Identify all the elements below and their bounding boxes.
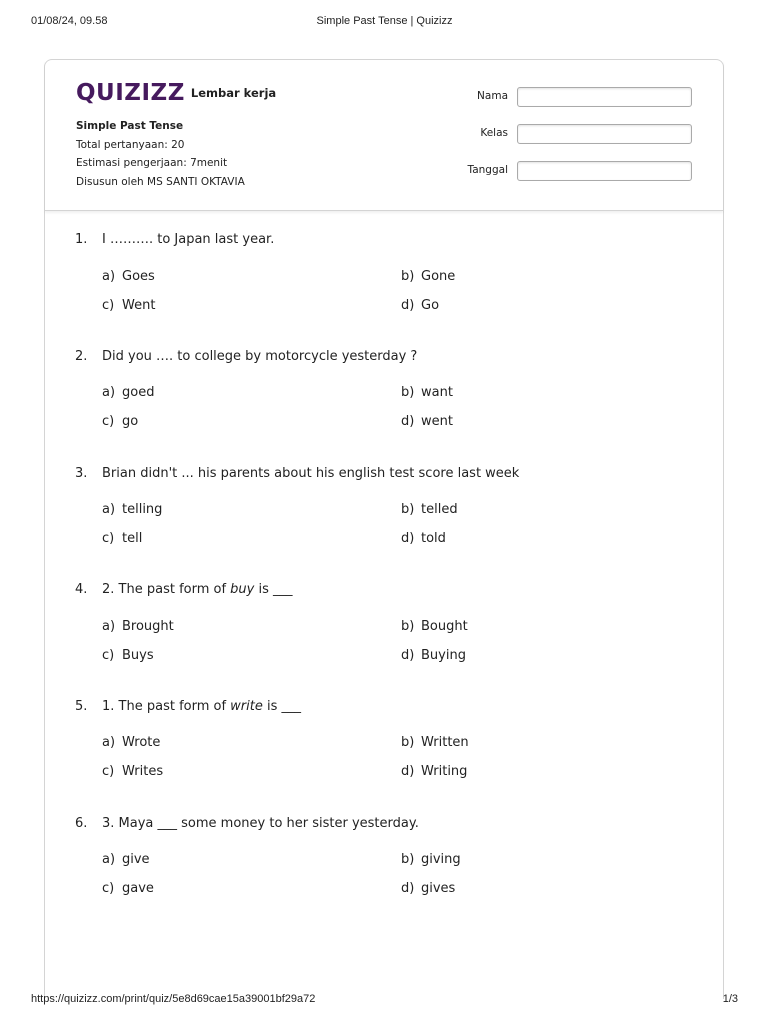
option-b[interactable] — [401, 619, 468, 634]
sheet-type-label: Lembar kerja — [190, 86, 277, 100]
option-c[interactable] — [102, 414, 138, 429]
option-text: go — [122, 414, 139, 429]
option-c[interactable] — [102, 881, 154, 896]
option-d[interactable] — [401, 298, 439, 313]
option-text: Buys — [122, 648, 154, 663]
option-letter: b) — [401, 269, 415, 284]
option-text: Writes — [122, 764, 164, 779]
estimated-time: Estimasi pengerjaan: 7menit — [76, 157, 228, 169]
option-text: telled — [421, 502, 458, 517]
option-letter: a) — [102, 269, 116, 284]
quiz-meta — [76, 117, 245, 191]
option-c[interactable] — [102, 764, 163, 779]
question-number: 6. — [75, 816, 88, 831]
option-text: Went — [122, 298, 156, 313]
option-text: Brought — [122, 619, 174, 634]
option-letter: a) — [102, 619, 116, 634]
option-letter: b) — [401, 852, 415, 867]
option-text: want — [421, 385, 453, 400]
option-text: goed — [122, 385, 155, 400]
date-label: Tanggal — [467, 164, 508, 176]
option-letter: c) — [102, 531, 115, 546]
question-text-end: is ___ — [254, 582, 293, 597]
question-text-start: 2. The past form of — [102, 582, 231, 597]
option-text: telling — [122, 502, 163, 517]
print-url: https://quizizz.com/print/quiz/5e8d69cae15a39001bf29a72 — [31, 993, 316, 1005]
question-number: 4. — [75, 582, 88, 597]
question-number: 3. — [75, 466, 88, 481]
option-a[interactable] — [102, 269, 155, 284]
option-text: Writing — [421, 764, 468, 779]
option-d[interactable] — [401, 881, 455, 896]
option-letter: d) — [401, 648, 415, 663]
option-text: tell — [122, 531, 143, 546]
option-b[interactable] — [401, 852, 461, 867]
quiz-title: Simple Past Tense — [76, 120, 184, 132]
question-number: 5. — [75, 699, 88, 714]
option-letter: c) — [102, 881, 115, 896]
worksheet-header — [45, 60, 723, 211]
option-letter: c) — [102, 764, 115, 779]
option-letter: d) — [401, 298, 415, 313]
option-c[interactable] — [102, 648, 154, 663]
option-c[interactable] — [102, 531, 142, 546]
option-d[interactable] — [401, 414, 453, 429]
option-text: Gone — [421, 269, 456, 284]
option-letter: a) — [102, 852, 116, 867]
option-text: Bought — [421, 619, 468, 634]
option-a[interactable] — [102, 735, 160, 750]
name-field-row — [445, 87, 693, 109]
option-d[interactable] — [401, 764, 467, 779]
option-letter: d) — [401, 881, 415, 896]
option-letter: b) — [401, 502, 415, 517]
print-date: 01/08/24, 09.58 — [31, 15, 108, 27]
print-page-title: Simple Past Tense | Quizizz — [316, 15, 453, 27]
question-text: Did you …. to college by motorcycle yesterday ? — [102, 349, 418, 364]
option-text: Go — [421, 298, 440, 313]
class-field-row — [445, 124, 693, 146]
option-letter: c) — [102, 298, 115, 313]
author: Disusun oleh MS SANTI OKTAVIA — [76, 175, 245, 188]
option-letter: c) — [102, 648, 115, 663]
question-number: 2. — [75, 349, 88, 364]
option-text: Buying — [421, 648, 466, 663]
question-text: I ………. to Japan last year. — [102, 232, 275, 247]
worksheet — [44, 59, 724, 999]
option-text: gave — [122, 881, 154, 896]
option-d[interactable] — [401, 648, 466, 663]
option-text: gives — [421, 881, 456, 896]
question-text — [102, 582, 293, 597]
question-text-emphasis: write — [230, 699, 263, 714]
quizizz-logo: QUIZIZZ — [76, 80, 185, 106]
name-label: Nama — [477, 90, 508, 102]
class-input[interactable] — [517, 124, 692, 144]
option-letter: d) — [401, 414, 415, 429]
total-questions: Total pertanyaan: 20 — [76, 138, 185, 151]
date-input[interactable] — [517, 161, 692, 181]
class-label: Kelas — [480, 127, 508, 139]
option-letter: d) — [401, 764, 415, 779]
option-a[interactable] — [102, 385, 154, 400]
question-text-start: 1. The past form of — [102, 699, 231, 714]
question-text-emphasis: buy — [230, 582, 255, 597]
question-number: 1. — [75, 232, 88, 247]
option-letter: d) — [401, 531, 415, 546]
option-letter: b) — [401, 385, 415, 400]
option-letter: a) — [102, 735, 116, 750]
option-text: Written — [421, 735, 469, 750]
option-c[interactable] — [102, 298, 155, 313]
option-text: Wrote — [122, 735, 161, 750]
question-text — [102, 699, 301, 714]
option-letter: a) — [102, 385, 116, 400]
question-text: Brian didn't ... his parents about his english test score last week — [102, 466, 520, 481]
question-text: 3. Maya ___ some money to her sister yesterday. — [102, 816, 419, 831]
option-b[interactable] — [401, 735, 469, 750]
date-field-row — [445, 161, 693, 183]
option-text: giving — [421, 852, 461, 867]
option-letter: a) — [102, 502, 116, 517]
name-input[interactable] — [517, 87, 692, 107]
question-text-end: is ___ — [262, 699, 302, 714]
page-number: 1/3 — [722, 993, 738, 1005]
option-letter: b) — [401, 735, 415, 750]
option-text: Goes — [122, 269, 155, 284]
option-letter: b) — [401, 619, 415, 634]
option-text: told — [421, 531, 446, 546]
option-a[interactable] — [102, 502, 162, 517]
option-b[interactable] — [401, 502, 458, 517]
option-d[interactable] — [401, 531, 446, 546]
option-letter: c) — [102, 414, 115, 429]
option-a[interactable] — [102, 852, 150, 867]
option-b[interactable] — [401, 385, 453, 400]
option-text: give — [122, 852, 150, 867]
option-a[interactable] — [102, 619, 174, 634]
brand — [76, 80, 276, 106]
option-text: went — [421, 414, 453, 429]
option-b[interactable] — [401, 269, 455, 284]
